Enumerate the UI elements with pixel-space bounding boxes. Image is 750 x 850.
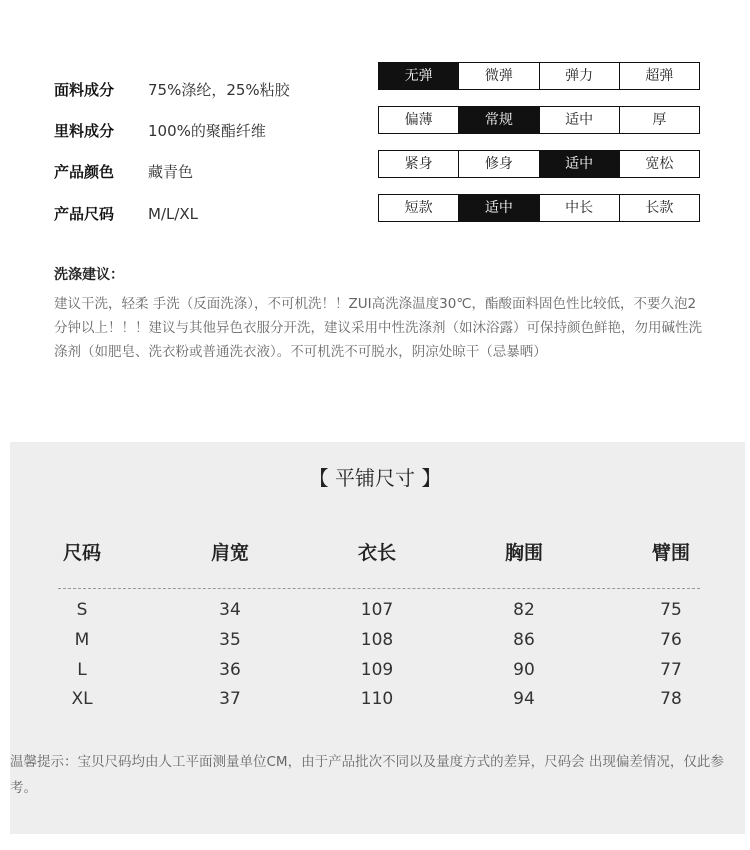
spec-row	[54, 162, 193, 182]
fit-options	[378, 150, 700, 178]
care-title: 洗涤建议：	[54, 267, 124, 283]
table-cell: M	[74, 630, 90, 650]
table-cell: 75	[660, 600, 682, 620]
option: 常规	[459, 107, 539, 133]
spec-row	[54, 121, 266, 141]
size-note: 温馨提示：宝贝尺码均由人工平面测量单位CM，由于产品批次不同以及量度方式的差异，尺码会 出现偏差情况，仅此参考。	[10, 754, 724, 796]
table-cell: 78	[660, 689, 682, 709]
care-text: 建议干洗，轻柔 手洗（反面洗涤），不可机洗！！ZUI高洗涤温度30℃，酯酸面料固色性比较低，不要久泡2分钟以上！！！建议与其他异色衣服分开洗，建议采用中性洗涤剂（如沐浴露）可保持颜色鲜艳，勿用碱性洗涤剂（如肥皂、洗衣粉或普通洗衣液）。不可机洗不可脱水，阴凉处晾干（忌暴晒）	[54, 296, 702, 360]
elasticity-options	[378, 62, 700, 90]
thickness-options	[378, 106, 700, 134]
table-cell: 36	[219, 660, 241, 680]
table-cell: 107	[360, 600, 394, 620]
spec-label: 产品颜色	[54, 163, 115, 181]
option: 无弹	[379, 63, 459, 89]
length-options	[378, 194, 700, 222]
option: 宽松	[645, 156, 674, 172]
spec-row	[54, 204, 198, 224]
option: 超弹	[645, 68, 674, 84]
spec-value: M/L/XL	[148, 205, 199, 223]
option: 厚	[652, 112, 667, 128]
table-cell: S	[76, 600, 88, 620]
size-table-title: 【 平铺尺寸 】	[308, 466, 442, 490]
table-cell: XL	[71, 689, 93, 709]
table-cell: 77	[660, 660, 682, 680]
table-cell: 90	[513, 660, 535, 680]
table-cell: 94	[513, 689, 535, 709]
option: 长款	[645, 200, 674, 216]
table-cell: L	[77, 660, 87, 680]
table-cell: 35	[219, 630, 241, 650]
table-cell: 109	[360, 660, 394, 680]
table-divider	[58, 588, 700, 589]
table-cell: 34	[219, 600, 241, 620]
table-header: 臂围	[651, 542, 690, 564]
table-header: 肩宽	[210, 542, 249, 564]
table-cell: 108	[360, 630, 394, 650]
option: 修身	[459, 151, 539, 177]
option: 中长	[540, 195, 620, 221]
option: 适中	[540, 107, 620, 133]
option: 紧身	[379, 151, 459, 177]
spec-value: 75%涤纶，25%粘胶	[148, 81, 290, 99]
spec-value: 藏青色	[148, 163, 194, 181]
table-cell: 86	[513, 630, 535, 650]
table-cell: 110	[360, 689, 394, 709]
option: 弹力	[540, 63, 620, 89]
table-header: 胸围	[504, 542, 543, 564]
table-cell: 37	[219, 689, 241, 709]
table-header: 尺码	[62, 542, 101, 564]
spec-value: 100%的聚酯纤维	[148, 122, 266, 140]
spec-label: 里料成分	[54, 122, 115, 140]
table-header: 衣长	[357, 542, 396, 564]
option: 微弹	[459, 63, 539, 89]
spec-label: 产品尺码	[54, 205, 115, 223]
spec-row	[54, 80, 290, 100]
table-cell: 76	[660, 630, 682, 650]
option: 偏薄	[379, 107, 459, 133]
option: 短款	[379, 195, 459, 221]
option: 适中	[540, 151, 620, 177]
spec-label: 面料成分	[54, 81, 115, 99]
table-cell: 82	[513, 600, 535, 620]
option: 适中	[459, 195, 539, 221]
